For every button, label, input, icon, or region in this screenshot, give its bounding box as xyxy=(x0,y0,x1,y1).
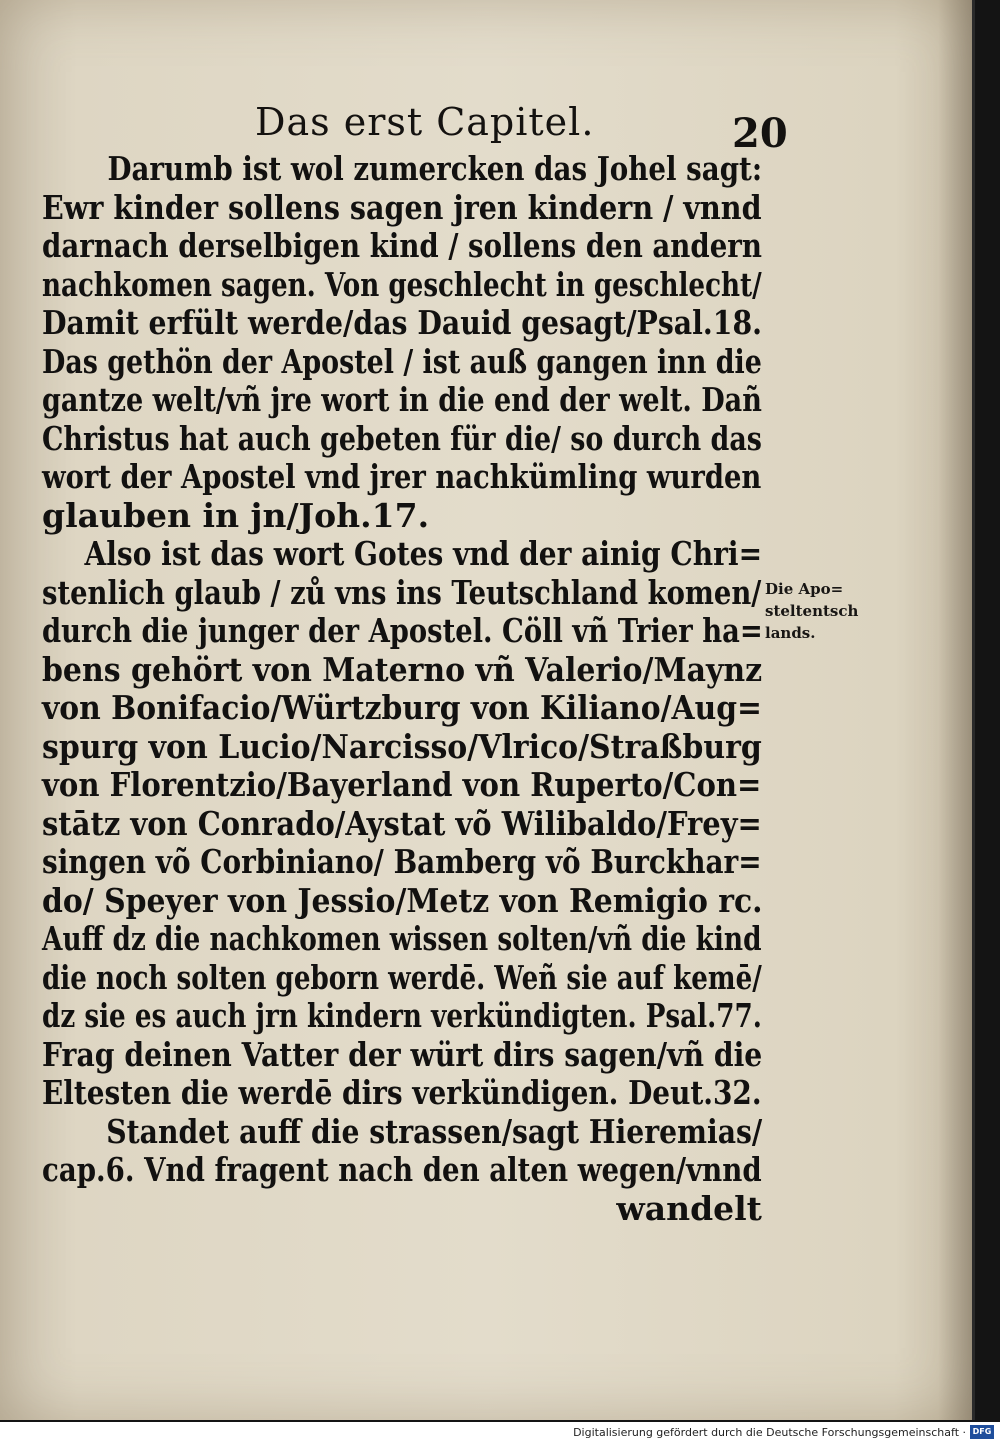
text-line: Damit erfült werde/das Dauid gesagt/Psal.18. xyxy=(42,303,763,342)
text-line: singen võ Corbiniano/ Bamberg võ Burckhar= xyxy=(42,842,762,881)
text-line: Eltesten die werdē dirs verkündigen. Deut.32. xyxy=(42,1073,762,1112)
text-line: gantze welt/vñ jre wort in die end der welt. Dañ xyxy=(42,380,762,419)
page-number: 20 xyxy=(732,110,788,157)
marginal-note-line: Die Apo= xyxy=(765,580,844,598)
text-line: Standet auff die strassen/sagt Hieremias/ xyxy=(106,1111,763,1151)
text-line: Ewr kinder sollens sagen jren kindern / vnnd xyxy=(42,187,762,227)
catchword: wandelt xyxy=(616,1188,762,1228)
text-line: wort der Apostel vnd jrer nachkümling wurden xyxy=(42,457,762,496)
text-line: cap.6. Vnd fragent nach den alten wegen/vnnd xyxy=(42,1150,762,1189)
marginal-note-line: steltentsch xyxy=(765,602,859,620)
text-line: dz sie es auch jrn kindern verkündigten. Psal.77. xyxy=(42,996,762,1035)
marginal-note xyxy=(765,578,875,644)
text-line: von Florentzio/Bayerland von Ruperto/Con= xyxy=(42,765,762,804)
text-line: von Bonifacio/Würtzburg von Kiliano/Aug= xyxy=(42,688,762,727)
marginal-note-line: lands. xyxy=(765,624,816,642)
funding-credit: Digitalisierung gefördert durch die Deutsche Forschungsgemeinschaft · xyxy=(573,1426,966,1439)
text-line: Auff dz die nachkomen wissen solten/vñ die kind xyxy=(42,919,762,958)
text-line: Frag deinen Vatter der würt dirs sagen/vñ die xyxy=(42,1034,763,1074)
text-line: Das gethön der Apostel / ist auß gangen inn die xyxy=(42,341,762,381)
text-line: Also ist das wort Gotes vnd der ainig Chri= xyxy=(84,534,763,573)
text-line: stenlich glaub / zů vns ins Teutschland komen/ xyxy=(42,572,762,612)
text-line: do/ Speyer von Jessio/Metz von Remigio rc. xyxy=(42,880,763,920)
text-line: Christus hat auch gebeten für die/ so durch das xyxy=(42,418,762,458)
body-text xyxy=(42,150,762,1228)
text-line: stātz von Conrado/Aystat võ Wilibaldo/Frey= xyxy=(42,803,762,843)
text-line: spurg von Lucio/Narcisso/Vlrico/Straßburg xyxy=(42,726,762,766)
text-line: bens gehört von Materno vñ Valerio/Maynz xyxy=(42,649,763,689)
text-line: darnach derselbigen kind / sollens den andern xyxy=(42,226,762,265)
text-line: glauben in jn/Joh.17. xyxy=(42,496,430,535)
digitization-footer xyxy=(0,1422,1000,1444)
dfg-logo: DFG xyxy=(970,1425,994,1439)
text-line: nachkomen sagen. Von geschlecht in geschlecht/ xyxy=(42,264,762,304)
text-line: durch die junger der Apostel. Cöll vñ Trier ha= xyxy=(42,611,763,650)
text-line: Darumb ist wol zumercken das Johel sagt: xyxy=(107,149,763,188)
text-line: die noch solten geborn werdē. Weñ sie auf kemē/ xyxy=(42,957,762,997)
running-head: Das erst Capitel. xyxy=(255,100,595,144)
